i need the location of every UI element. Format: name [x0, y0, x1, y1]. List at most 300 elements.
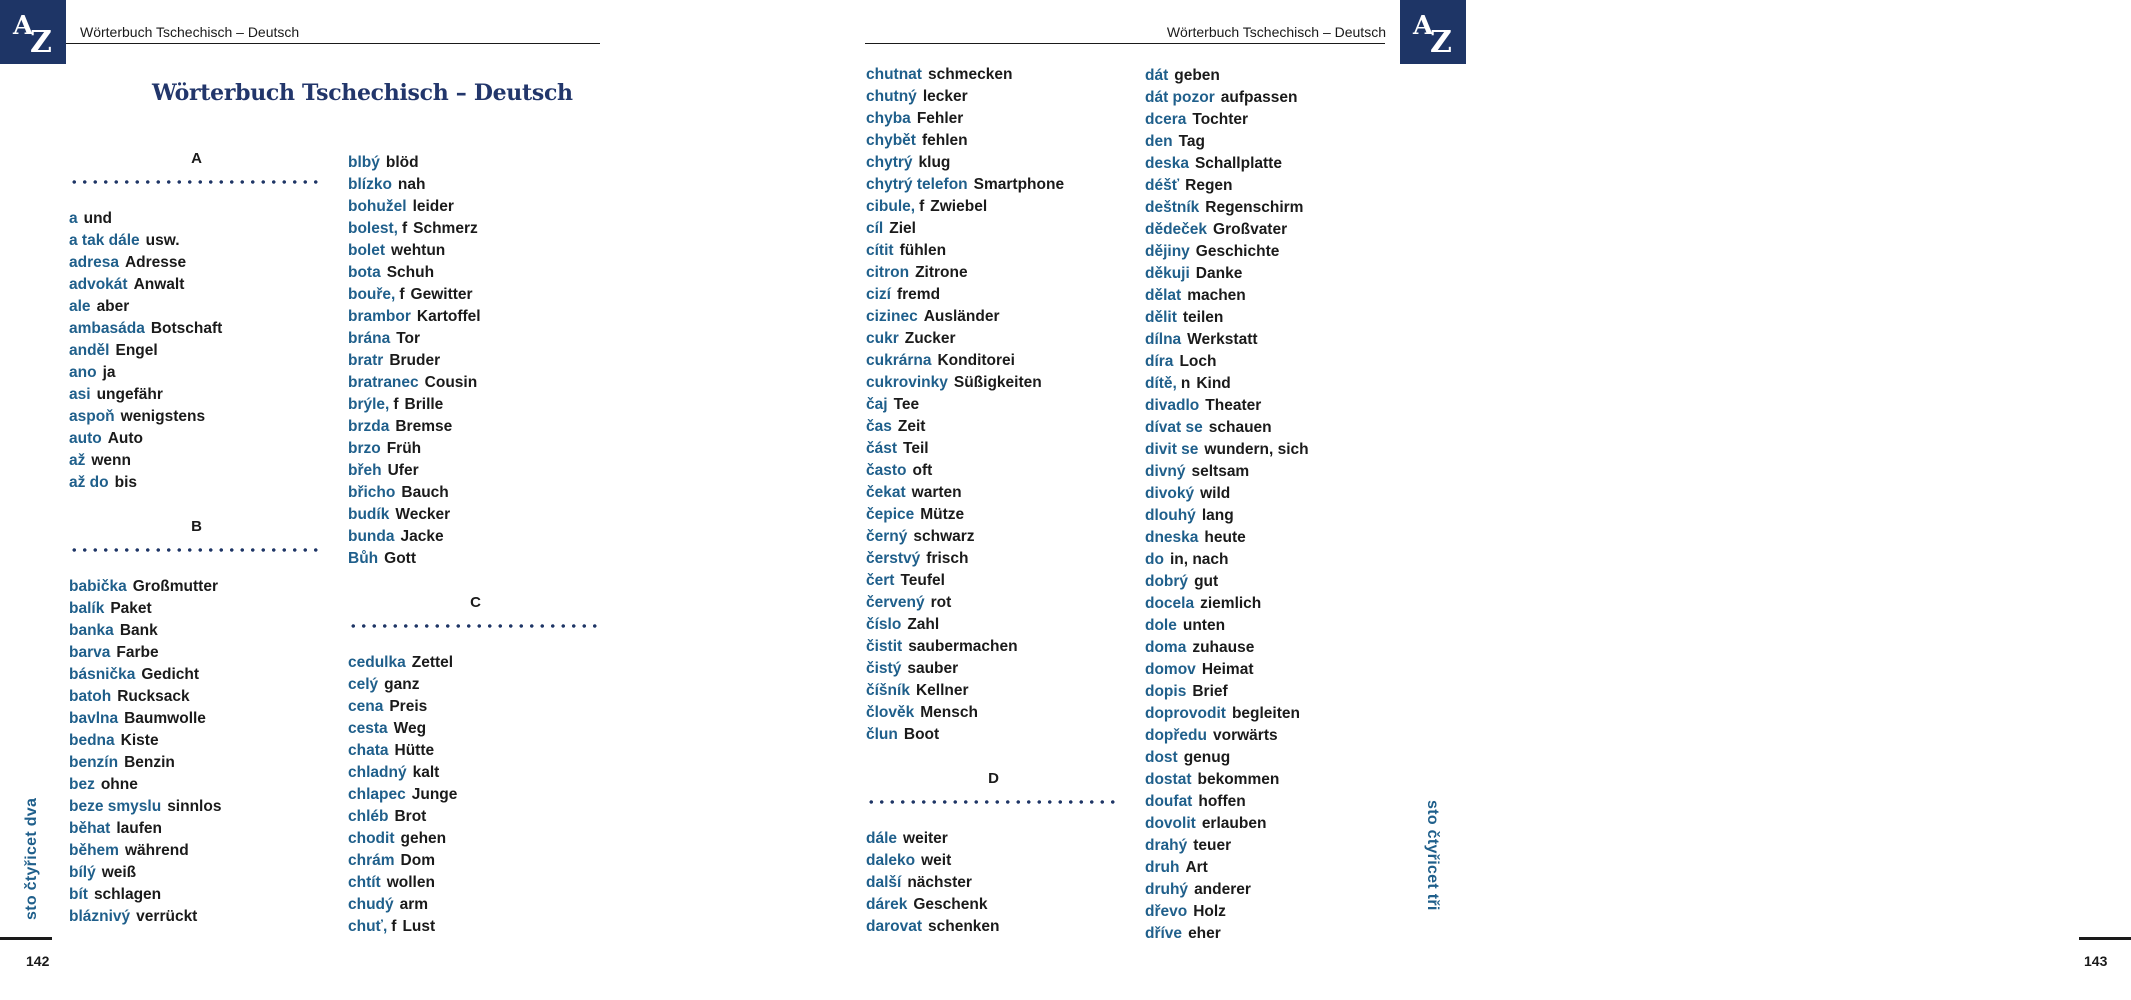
czech-word: a: [69, 210, 78, 227]
german-translation: ganz: [384, 676, 420, 693]
dictionary-entry: [1145, 175, 1400, 197]
dictionary-entry: [348, 674, 603, 696]
page-number: 142: [26, 953, 50, 969]
german-translation: lang: [1201, 507, 1234, 524]
czech-word: bohužel: [348, 198, 407, 215]
german-translation: Brief: [1192, 683, 1228, 700]
left-page: [0, 0, 733, 1000]
czech-word: chudý: [348, 896, 394, 913]
german-translation: Art: [1185, 859, 1208, 876]
german-translation: Theater: [1205, 397, 1262, 414]
czech-word: dát pozor: [1145, 89, 1215, 106]
german-translation: weit: [921, 852, 952, 869]
czech-word: ambasáda: [69, 320, 145, 337]
czech-word: břicho: [348, 484, 396, 501]
svg-text:A: A: [13, 11, 34, 41]
czech-word: básnička: [69, 666, 136, 683]
czech-word: dobrý: [1145, 573, 1189, 590]
dictionary-entry: [348, 762, 603, 784]
german-translation: Tochter: [1192, 111, 1249, 128]
czech-word: čistý: [866, 660, 902, 677]
czech-word: dílna: [1145, 331, 1182, 348]
czech-word: divadlo: [1145, 397, 1200, 414]
czech-word: chlapec: [348, 786, 406, 803]
dictionary-entry: [1145, 857, 1400, 879]
dictionary-column-1: [69, 148, 324, 928]
czech-word: dělit: [1145, 309, 1177, 326]
czech-word: dějiny: [1145, 243, 1190, 260]
dictionary-entry: [69, 752, 324, 774]
section-spacer: [348, 630, 603, 652]
german-translation: Ziel: [889, 220, 916, 237]
dictionary-entry: [69, 642, 324, 664]
dictionary-entry: [348, 526, 603, 548]
german-translation: seltsam: [1191, 463, 1250, 480]
section-letter: D: [988, 770, 999, 787]
german-translation: Schmerz: [413, 220, 478, 237]
section-letter: B: [191, 518, 202, 535]
dictionary-entry: [1145, 835, 1400, 857]
dictionary-entry: [866, 894, 1121, 916]
czech-word: deštník: [1145, 199, 1200, 216]
czech-word: člun: [866, 726, 898, 743]
german-translation: aufpassen: [1220, 89, 1298, 106]
czech-word: chléb: [348, 808, 389, 825]
czech-word: blízko: [348, 176, 392, 193]
dictionary-entry: [69, 620, 324, 642]
dictionary-entry: [1145, 131, 1400, 153]
german-translation: bekommen: [1197, 771, 1280, 788]
czech-word: barva: [69, 644, 111, 661]
czech-word: dítě,: [1145, 375, 1177, 392]
dictionary-entry: [866, 460, 1121, 482]
czech-word: čekat: [866, 484, 906, 501]
dictionary-entry: [348, 482, 603, 504]
czech-word: druh: [1145, 859, 1180, 876]
left-side-band: [0, 0, 66, 1000]
german-translation: Junge: [411, 786, 458, 803]
czech-word: brána: [348, 330, 391, 347]
german-translation: Kind: [1196, 375, 1231, 392]
german-translation: wenigstens: [120, 408, 206, 425]
header-rule: [66, 43, 600, 44]
svg-text:A: A: [1413, 11, 1434, 41]
dictionary-entry: [866, 872, 1121, 894]
dictionary-entry: [69, 340, 324, 362]
czech-word: do: [1145, 551, 1164, 568]
czech-word: často: [866, 462, 907, 479]
german-translation: Weg: [393, 720, 427, 737]
czech-word: druhý: [1145, 881, 1189, 898]
german-translation: teilen: [1182, 309, 1224, 326]
dictionary-entry: [1145, 703, 1400, 725]
czech-word: černý: [866, 528, 908, 545]
czech-word: cukrárna: [866, 352, 932, 369]
dictionary-entry: [348, 350, 603, 372]
czech-word: až do: [69, 474, 109, 491]
czech-word: čistit: [866, 638, 903, 655]
running-head: Wörterbuch Tschechisch – Deutsch: [1166, 24, 1386, 40]
czech-word: chytrý telefon: [866, 176, 968, 193]
german-translation: Holz: [1193, 903, 1226, 920]
dictionary-entry: [1145, 373, 1400, 395]
german-translation: geben: [1174, 67, 1220, 84]
dictionary-entry: [1145, 571, 1400, 593]
dictionary-entry: [866, 592, 1121, 614]
dictionary-entry: [1145, 813, 1400, 835]
german-translation: schauen: [1208, 419, 1272, 436]
czech-word: dívat se: [1145, 419, 1203, 436]
dictionary-entry: [1145, 681, 1400, 703]
czech-word: batoh: [69, 688, 112, 705]
german-translation: Cousin: [424, 374, 478, 391]
german-translation: Mütze: [920, 506, 965, 523]
czech-word: cena: [348, 698, 384, 715]
dictionary-entry: [348, 696, 603, 718]
section-letter: C: [470, 594, 481, 611]
dictionary-entry: [1145, 329, 1400, 351]
dictionary-entry: [1145, 615, 1400, 637]
dictionary-entry: [69, 384, 324, 406]
right-side-band: [1400, 0, 2108, 1000]
svg-text:Z: Z: [30, 25, 52, 60]
dictionary-entry: [866, 350, 1121, 372]
german-translation: schwarz: [913, 528, 975, 545]
german-translation: wild: [1200, 485, 1231, 502]
dictionary-entry: [1145, 483, 1400, 505]
czech-word: díra: [1145, 353, 1174, 370]
dictionary-entry: [1145, 659, 1400, 681]
czech-word: bez: [69, 776, 95, 793]
dictionary-entry: [348, 152, 603, 174]
vertical-page-label: sto čtyřicet tři: [1424, 800, 1441, 911]
czech-word: chytrý: [866, 154, 913, 171]
german-translation: Paket: [110, 600, 152, 617]
czech-word: chata: [348, 742, 389, 759]
german-translation: Bauch: [401, 484, 449, 501]
czech-word: babička: [69, 578, 127, 595]
czech-word: dopředu: [1145, 727, 1207, 744]
dictionary-entry: [348, 894, 603, 916]
dictionary-entry: [866, 64, 1121, 86]
section-spacer: [69, 186, 324, 208]
dictionary-entry: [1145, 769, 1400, 791]
dictionary-entry: [348, 372, 603, 394]
az-logo-icon: [1400, 0, 1466, 64]
german-translation: aber: [96, 298, 130, 315]
german-translation: Geschichte: [1195, 243, 1280, 260]
dictionary-entry: [348, 828, 603, 850]
german-translation: laufen: [116, 820, 162, 837]
czech-word: cítit: [866, 242, 894, 259]
german-translation: Ufer: [387, 462, 419, 479]
dictionary-entry: [348, 262, 603, 284]
german-translation: Schallplatte: [1194, 155, 1282, 172]
german-translation: saubermachen: [908, 638, 1018, 655]
german-translation: fremd: [896, 286, 941, 303]
german-translation: schlagen: [93, 886, 162, 903]
dictionary-entry: [1145, 879, 1400, 901]
czech-word: brzo: [348, 440, 381, 457]
german-translation: Bremse: [395, 418, 453, 435]
german-translation: wundern, sich: [1204, 441, 1309, 458]
german-translation: Teufel: [900, 572, 945, 589]
dictionary-entry: [69, 428, 324, 450]
czech-word: dole: [1145, 617, 1177, 634]
german-translation: Kellner: [915, 682, 969, 699]
german-translation: Bank: [119, 622, 158, 639]
dictionary-entry: [69, 230, 324, 252]
german-translation: Geschenk: [913, 896, 988, 913]
section-letter: A: [191, 150, 202, 167]
dictionary-entry: [866, 284, 1121, 306]
running-head: Wörterbuch Tschechisch – Deutsch: [80, 24, 300, 40]
dotted-divider: [69, 178, 324, 186]
german-translation: Regenschirm: [1205, 199, 1304, 216]
dictionary-entry: [866, 262, 1121, 284]
german-translation: warten: [911, 484, 962, 501]
german-translation: Auto: [107, 430, 144, 447]
dictionary-entry: [866, 218, 1121, 240]
dictionary-entry: [69, 208, 324, 230]
czech-word: chodit: [348, 830, 395, 847]
czech-word: až: [69, 452, 86, 469]
gender-marker: f: [401, 220, 408, 237]
czech-word: chuť,: [348, 918, 388, 935]
czech-word: bedna: [69, 732, 115, 749]
dictionary-entry: [348, 240, 603, 262]
dictionary-entry: [348, 548, 603, 570]
czech-word: blbý: [348, 154, 380, 171]
section-spacer: [348, 570, 603, 592]
czech-word: čas: [866, 418, 892, 435]
czech-word: divný: [1145, 463, 1186, 480]
czech-word: cedulka: [348, 654, 406, 671]
german-translation: und: [83, 210, 113, 227]
dictionary-entry: [69, 730, 324, 752]
dictionary-entry: [866, 526, 1121, 548]
dictionary-entry: [1145, 109, 1400, 131]
czech-word: chtít: [348, 874, 381, 891]
czech-word: chutnat: [866, 66, 922, 83]
german-translation: nah: [397, 176, 426, 193]
dictionary-entry: [348, 652, 603, 674]
dictionary-entry: [866, 306, 1121, 328]
czech-word: advokát: [69, 276, 128, 293]
czech-word: břeh: [348, 462, 382, 479]
german-translation: zuhause: [1192, 639, 1255, 656]
german-translation: Großvater: [1213, 221, 1288, 238]
czech-word: bolest,: [348, 220, 398, 237]
german-translation: eher: [1188, 925, 1221, 942]
dictionary-entry: [348, 306, 603, 328]
dictionary-entry: [69, 840, 324, 862]
czech-word: citron: [866, 264, 910, 281]
german-translation: leider: [412, 198, 454, 215]
czech-word: další: [866, 874, 902, 891]
dictionary-entry: [866, 196, 1121, 218]
dictionary-entry: [348, 438, 603, 460]
german-translation: Tag: [1178, 133, 1205, 150]
dictionary-entry: [866, 152, 1121, 174]
german-translation: usw.: [145, 232, 180, 249]
german-translation: sinnlos: [167, 798, 222, 815]
dictionary-entry: [69, 664, 324, 686]
dictionary-entry: [1145, 351, 1400, 373]
czech-word: cesta: [348, 720, 388, 737]
dictionary-entry: [69, 472, 324, 494]
dictionary-entry: [69, 252, 324, 274]
german-translation: Engel: [115, 342, 158, 359]
dictionary-entry: [866, 130, 1121, 152]
czech-word: divit se: [1145, 441, 1199, 458]
german-translation: weiter: [903, 830, 948, 847]
german-translation: wehtun: [391, 242, 446, 259]
dictionary-entry: [69, 906, 324, 928]
czech-word: bouře,: [348, 286, 396, 303]
czech-word: bratranec: [348, 374, 419, 391]
dictionary-entry: [69, 274, 324, 296]
dictionary-entry: [1145, 901, 1400, 923]
dictionary-entry: [69, 884, 324, 906]
czech-word: bít: [69, 886, 88, 903]
dictionary-entry: [1145, 285, 1400, 307]
dictionary-entry: [348, 218, 603, 240]
section-spacer: [866, 806, 1121, 828]
german-translation: Regen: [1185, 177, 1233, 194]
czech-word: beze smyslu: [69, 798, 162, 815]
czech-word: dárek: [866, 896, 908, 913]
german-translation: Zucker: [904, 330, 956, 347]
german-translation: Früh: [386, 440, 422, 457]
dictionary-entry: [1145, 219, 1400, 241]
german-translation: Heimat: [1201, 661, 1254, 678]
czech-word: Bůh: [348, 550, 379, 567]
german-translation: Jacke: [400, 528, 444, 545]
german-translation: teuer: [1193, 837, 1232, 854]
german-translation: Teil: [903, 440, 929, 457]
german-translation: ziemlich: [1200, 595, 1262, 612]
czech-word: bílý: [69, 864, 96, 881]
german-translation: Kartoffel: [416, 308, 481, 325]
czech-word: čert: [866, 572, 895, 589]
german-translation: Boot: [903, 726, 940, 743]
dictionary-entry: [866, 240, 1121, 262]
german-translation: blöd: [385, 154, 419, 171]
german-translation: ja: [102, 364, 116, 381]
czech-word: divoký: [1145, 485, 1195, 502]
dictionary-entry: [1145, 505, 1400, 527]
czech-word: benzín: [69, 754, 119, 771]
czech-word: číslo: [866, 616, 902, 633]
dictionary-entry: [866, 504, 1121, 526]
czech-word: člověk: [866, 704, 915, 721]
german-translation: Zettel: [411, 654, 454, 671]
dictionary-entry: [348, 740, 603, 762]
czech-word: bolet: [348, 242, 386, 259]
dictionary-entry: [1145, 197, 1400, 219]
czech-word: anděl: [69, 342, 110, 359]
german-translation: Mensch: [920, 704, 978, 721]
dictionary-column-4: [1145, 65, 1400, 945]
czech-word: cizinec: [866, 308, 918, 325]
dictionary-entry: [348, 174, 603, 196]
gender-marker: f: [919, 198, 925, 215]
dictionary-entry: [866, 328, 1121, 350]
dictionary-entry: [1145, 87, 1400, 109]
german-translation: Gedicht: [141, 666, 200, 683]
czech-word: a tak dále: [69, 232, 140, 249]
dictionary-entry: [1145, 307, 1400, 329]
dictionary-entry: [69, 708, 324, 730]
german-translation: schmecken: [927, 66, 1013, 83]
german-translation: Danke: [1195, 265, 1243, 282]
czech-word: část: [866, 440, 898, 457]
vertical-page-label: sto čtyřicet dva: [23, 797, 40, 920]
dictionary-entry: [866, 394, 1121, 416]
dictionary-entry: [866, 416, 1121, 438]
czech-word: dědeček: [1145, 221, 1208, 238]
czech-word: doma: [1145, 639, 1187, 656]
german-translation: heute: [1204, 529, 1246, 546]
czech-word: dříve: [1145, 925, 1183, 942]
german-translation: fühlen: [899, 242, 947, 259]
dictionary-entry: [1145, 549, 1400, 571]
dictionary-entry: [348, 784, 603, 806]
dictionary-entry: [348, 284, 603, 306]
czech-word: ano: [69, 364, 97, 381]
czech-word: během: [69, 842, 119, 859]
czech-word: dát: [1145, 67, 1169, 84]
dictionary-entry: [866, 680, 1121, 702]
german-translation: Lust: [402, 918, 436, 935]
czech-word: bota: [348, 264, 381, 281]
dictionary-entry: [866, 658, 1121, 680]
german-translation: Zwiebel: [930, 198, 988, 215]
dictionary-entry: [348, 850, 603, 872]
page-number: 143: [2084, 953, 2108, 969]
dictionary-entry: [69, 318, 324, 340]
czech-word: bunda: [348, 528, 395, 545]
dictionary-entry: [1145, 241, 1400, 263]
dictionary-entry: [1145, 637, 1400, 659]
czech-word: drahý: [1145, 837, 1188, 854]
german-translation: kalt: [412, 764, 440, 781]
czech-word: doprovodit: [1145, 705, 1226, 722]
german-translation: Botschaft: [150, 320, 223, 337]
dictionary-entry: [1145, 263, 1400, 285]
czech-word: dost: [1145, 749, 1178, 766]
dictionary-entry: [866, 702, 1121, 724]
czech-word: auto: [69, 430, 102, 447]
dictionary-entry: [348, 416, 603, 438]
dictionary-entry: [348, 718, 603, 740]
german-translation: Zitrone: [915, 264, 968, 281]
german-translation: Fehler: [916, 110, 964, 127]
german-translation: anderer: [1194, 881, 1251, 898]
czech-word: cukrovinky: [866, 374, 948, 391]
german-translation: in, nach: [1169, 551, 1229, 568]
czech-word: aspoň: [69, 408, 115, 425]
dictionary-entry: [1145, 153, 1400, 175]
german-translation: oft: [912, 462, 933, 479]
dictionary-entry: [866, 636, 1121, 658]
gender-marker: n: [1180, 375, 1191, 392]
german-translation: Tor: [396, 330, 421, 347]
german-translation: weiß: [101, 864, 137, 881]
az-logo-icon: [0, 0, 66, 64]
czech-word: čepice: [866, 506, 915, 523]
